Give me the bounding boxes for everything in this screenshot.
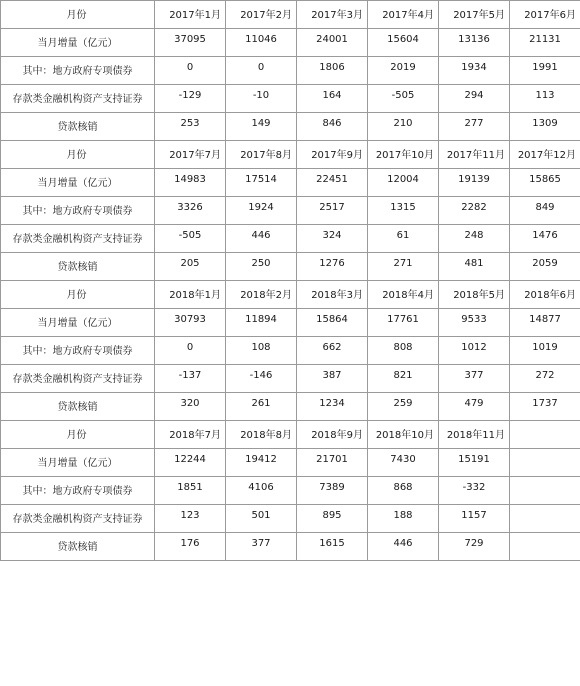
value-cell: 12004 bbox=[368, 169, 439, 197]
loan-writeoff-row bbox=[1, 533, 580, 561]
month-header-row bbox=[1, 1, 580, 29]
table-body bbox=[1, 1, 580, 561]
row-label: 存款类金融机构资产支持证券 bbox=[1, 225, 155, 253]
month-header-cell: 2017年1月 bbox=[155, 1, 226, 29]
row-label: 月份 bbox=[1, 281, 155, 309]
value-cell: 1019 bbox=[510, 337, 580, 365]
month-header-cell: 2017年6月 bbox=[510, 1, 580, 29]
month-header-cell: 2018年4月 bbox=[368, 281, 439, 309]
value-cell: 821 bbox=[368, 365, 439, 393]
value-cell: 1315 bbox=[368, 197, 439, 225]
month-header-cell: 2018年3月 bbox=[297, 281, 368, 309]
value-cell: 1615 bbox=[297, 533, 368, 561]
row-label: 贷款核销 bbox=[1, 113, 155, 141]
value-cell: -129 bbox=[155, 85, 226, 113]
value-cell: 11046 bbox=[226, 29, 297, 57]
value-cell: 271 bbox=[368, 253, 439, 281]
value-cell: 0 bbox=[226, 57, 297, 85]
value-cell: 808 bbox=[368, 337, 439, 365]
row-label: 存款类金融机构资产支持证券 bbox=[1, 365, 155, 393]
value-cell: 387 bbox=[297, 365, 368, 393]
row-label: 当月增量（亿元） bbox=[1, 169, 155, 197]
value-cell: 37095 bbox=[155, 29, 226, 57]
value-cell: 1309 bbox=[510, 113, 580, 141]
local-gov-bonds-row bbox=[1, 477, 580, 505]
row-label: 月份 bbox=[1, 421, 155, 449]
month-header-cell: 2017年2月 bbox=[226, 1, 297, 29]
value-cell: -137 bbox=[155, 365, 226, 393]
row-label: 存款类金融机构资产支持证券 bbox=[1, 85, 155, 113]
value-cell: 320 bbox=[155, 393, 226, 421]
month-header-cell: 2017年3月 bbox=[297, 1, 368, 29]
month-header-cell: 2017年4月 bbox=[368, 1, 439, 29]
row-label: 月份 bbox=[1, 1, 155, 29]
value-cell: 14877 bbox=[510, 309, 580, 337]
value-cell: 501 bbox=[226, 505, 297, 533]
monthly-increase-row bbox=[1, 449, 580, 477]
abs-row bbox=[1, 225, 580, 253]
value-cell: 248 bbox=[439, 225, 510, 253]
month-header-cell: 2018年9月 bbox=[297, 421, 368, 449]
value-cell: 19139 bbox=[439, 169, 510, 197]
local-gov-bonds-row bbox=[1, 57, 580, 85]
value-cell: 22451 bbox=[297, 169, 368, 197]
row-label: 其中：地方政府专项债券 bbox=[1, 337, 155, 365]
value-cell: 15604 bbox=[368, 29, 439, 57]
value-cell: 17514 bbox=[226, 169, 297, 197]
value-cell: 0 bbox=[155, 337, 226, 365]
row-label: 存款类金融机构资产支持证券 bbox=[1, 505, 155, 533]
month-header-cell: 2017年12月 bbox=[510, 141, 580, 169]
month-header-cell: 2018年10月 bbox=[368, 421, 439, 449]
value-cell: 9533 bbox=[439, 309, 510, 337]
value-cell: 277 bbox=[439, 113, 510, 141]
month-header-row bbox=[1, 281, 580, 309]
value-cell: 7430 bbox=[368, 449, 439, 477]
month-header-row bbox=[1, 421, 580, 449]
value-cell: 17761 bbox=[368, 309, 439, 337]
value-cell: 19412 bbox=[226, 449, 297, 477]
value-cell: -332 bbox=[439, 477, 510, 505]
row-label: 其中：地方政府专项债券 bbox=[1, 477, 155, 505]
local-gov-bonds-row bbox=[1, 197, 580, 225]
value-cell: 21131 bbox=[510, 29, 580, 57]
value-cell: 481 bbox=[439, 253, 510, 281]
value-cell: 2019 bbox=[368, 57, 439, 85]
value-cell: 1276 bbox=[297, 253, 368, 281]
value-cell: 846 bbox=[297, 113, 368, 141]
loan-writeoff-row bbox=[1, 113, 580, 141]
value-cell: 1012 bbox=[439, 337, 510, 365]
value-cell: 4106 bbox=[226, 477, 297, 505]
value-cell: 0 bbox=[155, 57, 226, 85]
value-cell: 24001 bbox=[297, 29, 368, 57]
value-cell: 2517 bbox=[297, 197, 368, 225]
value-cell: 253 bbox=[155, 113, 226, 141]
month-header-cell: 2017年5月 bbox=[439, 1, 510, 29]
value-cell: 1991 bbox=[510, 57, 580, 85]
month-header-cell: 2018年1月 bbox=[155, 281, 226, 309]
abs-row bbox=[1, 85, 580, 113]
loan-writeoff-row bbox=[1, 253, 580, 281]
value-cell bbox=[510, 533, 580, 561]
value-cell: 729 bbox=[439, 533, 510, 561]
local-gov-bonds-row bbox=[1, 337, 580, 365]
month-header-cell: 2018年2月 bbox=[226, 281, 297, 309]
month-header-cell: 2018年11月 bbox=[439, 421, 510, 449]
value-cell: 250 bbox=[226, 253, 297, 281]
month-header-cell bbox=[510, 421, 580, 449]
value-cell: 113 bbox=[510, 85, 580, 113]
monthly-increase-row bbox=[1, 169, 580, 197]
value-cell: 261 bbox=[226, 393, 297, 421]
value-cell: -505 bbox=[368, 85, 439, 113]
month-header-cell: 2017年11月 bbox=[439, 141, 510, 169]
value-cell: 1806 bbox=[297, 57, 368, 85]
month-header-cell: 2018年6月 bbox=[510, 281, 580, 309]
month-header-cell: 2017年7月 bbox=[155, 141, 226, 169]
value-cell: 61 bbox=[368, 225, 439, 253]
value-cell: 205 bbox=[155, 253, 226, 281]
row-label: 贷款核销 bbox=[1, 533, 155, 561]
month-header-row bbox=[1, 141, 580, 169]
abs-row bbox=[1, 365, 580, 393]
value-cell: 324 bbox=[297, 225, 368, 253]
value-cell: 377 bbox=[226, 533, 297, 561]
value-cell: 294 bbox=[439, 85, 510, 113]
value-cell: 479 bbox=[439, 393, 510, 421]
value-cell bbox=[510, 477, 580, 505]
row-label: 月份 bbox=[1, 141, 155, 169]
value-cell: 895 bbox=[297, 505, 368, 533]
month-header-cell: 2017年9月 bbox=[297, 141, 368, 169]
value-cell: 15864 bbox=[297, 309, 368, 337]
monthly-increase-row bbox=[1, 29, 580, 57]
value-cell: 108 bbox=[226, 337, 297, 365]
value-cell: 30793 bbox=[155, 309, 226, 337]
value-cell: 21701 bbox=[297, 449, 368, 477]
value-cell: 123 bbox=[155, 505, 226, 533]
value-cell: 11894 bbox=[226, 309, 297, 337]
row-label: 其中：地方政府专项债券 bbox=[1, 57, 155, 85]
value-cell: 1476 bbox=[510, 225, 580, 253]
value-cell: 14983 bbox=[155, 169, 226, 197]
value-cell: -10 bbox=[226, 85, 297, 113]
value-cell: 849 bbox=[510, 197, 580, 225]
value-cell: 164 bbox=[297, 85, 368, 113]
value-cell: 662 bbox=[297, 337, 368, 365]
month-header-cell: 2018年7月 bbox=[155, 421, 226, 449]
value-cell: 1737 bbox=[510, 393, 580, 421]
value-cell bbox=[510, 449, 580, 477]
value-cell: 3326 bbox=[155, 197, 226, 225]
abs-row bbox=[1, 505, 580, 533]
loan-writeoff-row bbox=[1, 393, 580, 421]
value-cell: 259 bbox=[368, 393, 439, 421]
value-cell: 446 bbox=[226, 225, 297, 253]
value-cell: 2059 bbox=[510, 253, 580, 281]
value-cell: 2282 bbox=[439, 197, 510, 225]
value-cell: 1157 bbox=[439, 505, 510, 533]
row-label: 贷款核销 bbox=[1, 253, 155, 281]
value-cell: 15865 bbox=[510, 169, 580, 197]
value-cell: 210 bbox=[368, 113, 439, 141]
value-cell: 188 bbox=[368, 505, 439, 533]
value-cell: 7389 bbox=[297, 477, 368, 505]
row-label: 当月增量（亿元） bbox=[1, 449, 155, 477]
month-header-cell: 2017年10月 bbox=[368, 141, 439, 169]
month-header-cell: 2018年8月 bbox=[226, 421, 297, 449]
value-cell: 1924 bbox=[226, 197, 297, 225]
value-cell: -505 bbox=[155, 225, 226, 253]
row-label: 当月增量（亿元） bbox=[1, 29, 155, 57]
month-header-cell: 2017年8月 bbox=[226, 141, 297, 169]
value-cell: 272 bbox=[510, 365, 580, 393]
monthly-increase-row bbox=[1, 309, 580, 337]
value-cell: 15191 bbox=[439, 449, 510, 477]
value-cell: 12244 bbox=[155, 449, 226, 477]
month-header-cell: 2018年5月 bbox=[439, 281, 510, 309]
row-label: 其中：地方政府专项债券 bbox=[1, 197, 155, 225]
value-cell: 1934 bbox=[439, 57, 510, 85]
value-cell bbox=[510, 505, 580, 533]
value-cell: 176 bbox=[155, 533, 226, 561]
value-cell: 149 bbox=[226, 113, 297, 141]
value-cell: 446 bbox=[368, 533, 439, 561]
value-cell: 377 bbox=[439, 365, 510, 393]
value-cell: 13136 bbox=[439, 29, 510, 57]
value-cell: 868 bbox=[368, 477, 439, 505]
value-cell: -146 bbox=[226, 365, 297, 393]
row-label: 贷款核销 bbox=[1, 393, 155, 421]
row-label: 当月增量（亿元） bbox=[1, 309, 155, 337]
value-cell: 1851 bbox=[155, 477, 226, 505]
value-cell: 1234 bbox=[297, 393, 368, 421]
